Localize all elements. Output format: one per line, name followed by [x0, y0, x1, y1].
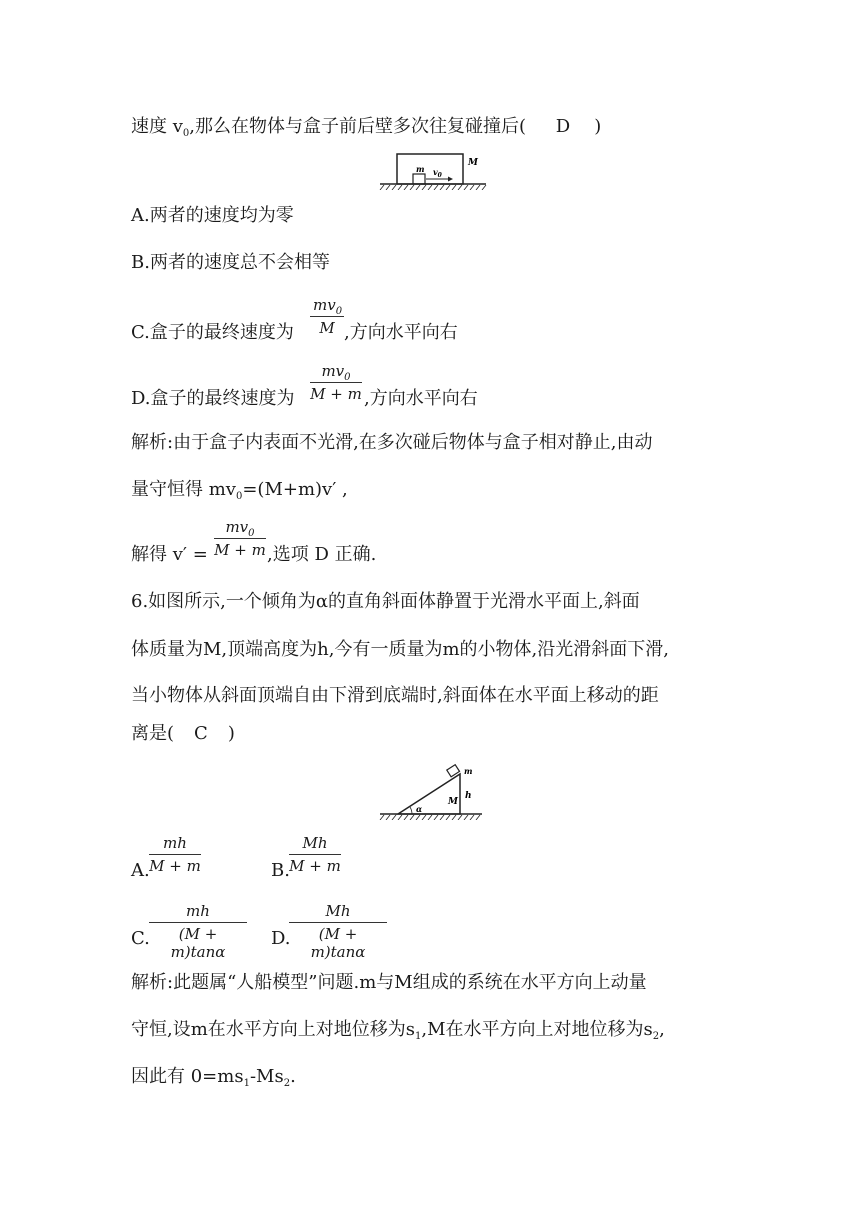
q5-stem-text: 速度 v — [131, 116, 183, 137]
q5-option-d-fraction: $\frac{mv_0}{M + m}$ — [310, 362, 362, 403]
q5-label-M: M — [468, 158, 478, 168]
q5-option-c-prefix: C.盒子的最终速度为 — [131, 322, 294, 343]
q5-option-d-prefix: D.盒子的最终速度为 — [131, 388, 295, 409]
q6-incline-M — [398, 774, 460, 814]
q6-label-h: h — [465, 791, 472, 801]
q5-stem-subscript: 0 — [182, 128, 190, 139]
q5-option-d-num: mv — [321, 362, 345, 380]
q5-analysis-line-1: 解析:由于盒子内表面不光滑,在多次碰后物体与盒子相对静止,由动 — [131, 432, 653, 453]
q5-label-v: $v_0$ — [433, 167, 442, 179]
q5-option-c-den: M — [319, 319, 335, 337]
q6-option-b-label: B. — [271, 860, 290, 881]
q5-stem-close: ) — [594, 116, 602, 137]
q5-analysis-line-2: 量守恒得 $mv_0=(M+m)v'$ , — [131, 479, 348, 502]
q6-option-d-fraction: $\frac{Mh}{(M + m)\tan\alpha}$ — [289, 902, 387, 961]
q5-stem-text-2: ,那么在物体与盒子前后壁多次往复碰撞后( — [189, 116, 527, 137]
q5-option-d-suffix: ,方向水平向右 — [364, 388, 478, 409]
q5-box-figure — [378, 150, 490, 190]
q5-option-c-suffix: ,方向水平向右 — [344, 322, 458, 343]
q6-analysis-line-2: 守恒,设m在水平方向上对地位移为$s_1,M$在水平方向上对地位移为$s_2$, — [131, 1019, 665, 1042]
q5-label-m: m — [416, 164, 425, 174]
q5-answer: D — [555, 116, 571, 137]
q5-option-b: B.两者的速度总不会相等 — [131, 252, 330, 273]
q6-option-c-fraction: $\frac{mh}{(M + m)\tan\alpha}$ — [149, 902, 247, 961]
q6-option-b-fraction: $\frac{Mh}{M + m}$ — [289, 834, 341, 875]
q6-label-M: M — [448, 797, 458, 807]
q6-stem-line-4: 离是( C ) — [131, 723, 235, 744]
q6-analysis-line-1: 解析:此题属“人船模型”问题.m与M组成的系统在水平方向上动量 — [131, 972, 647, 993]
q5-option-a: A.两者的速度均为零 — [131, 205, 294, 226]
q5-option-c-fraction: $\frac{mv_0}{M}$ — [310, 296, 344, 337]
q6-stem-line-2: 体质量为M,顶端高度为h,今有一质量为m的小物体,沿光滑斜面下滑, — [131, 639, 669, 660]
q6-option-d-label: D. — [271, 928, 291, 949]
q5-option-c-num: mv — [313, 296, 336, 314]
q5-analysis-fraction: $\frac{mv_0}{M + m}$ — [214, 518, 266, 559]
q6-incline-figure — [376, 762, 486, 820]
q5-option-d-den: M + m — [310, 385, 362, 403]
q6-label-m: m — [464, 766, 473, 776]
q6-analysis-line-3: 因此有 $0=ms_1-Ms_2$. — [131, 1066, 296, 1089]
q6-answer: C — [194, 723, 208, 744]
q5-analysis-line-3-suffix: ,选项 D 正确. — [267, 544, 377, 565]
q5-stem — [131, 114, 601, 143]
q6-stem-line-3: 当小物体从斜面顶端自由下滑到底端时,斜面体在水平面上移动的距 — [131, 685, 659, 706]
q5-block-m — [413, 174, 425, 184]
q6-option-a-fraction: $\frac{mh}{M + m}$ — [149, 834, 201, 875]
q6-stem-line-1: 6.如图所示,一个倾角为α的直角斜面体静置于光滑水平面上,斜面 — [131, 591, 640, 612]
q6-label-alpha: α — [416, 804, 423, 814]
q6-option-a-label: A. — [131, 860, 150, 881]
q5-analysis-line-3-prefix: 解得 v′ = — [131, 544, 208, 565]
q6-option-c-label: C. — [131, 928, 150, 949]
